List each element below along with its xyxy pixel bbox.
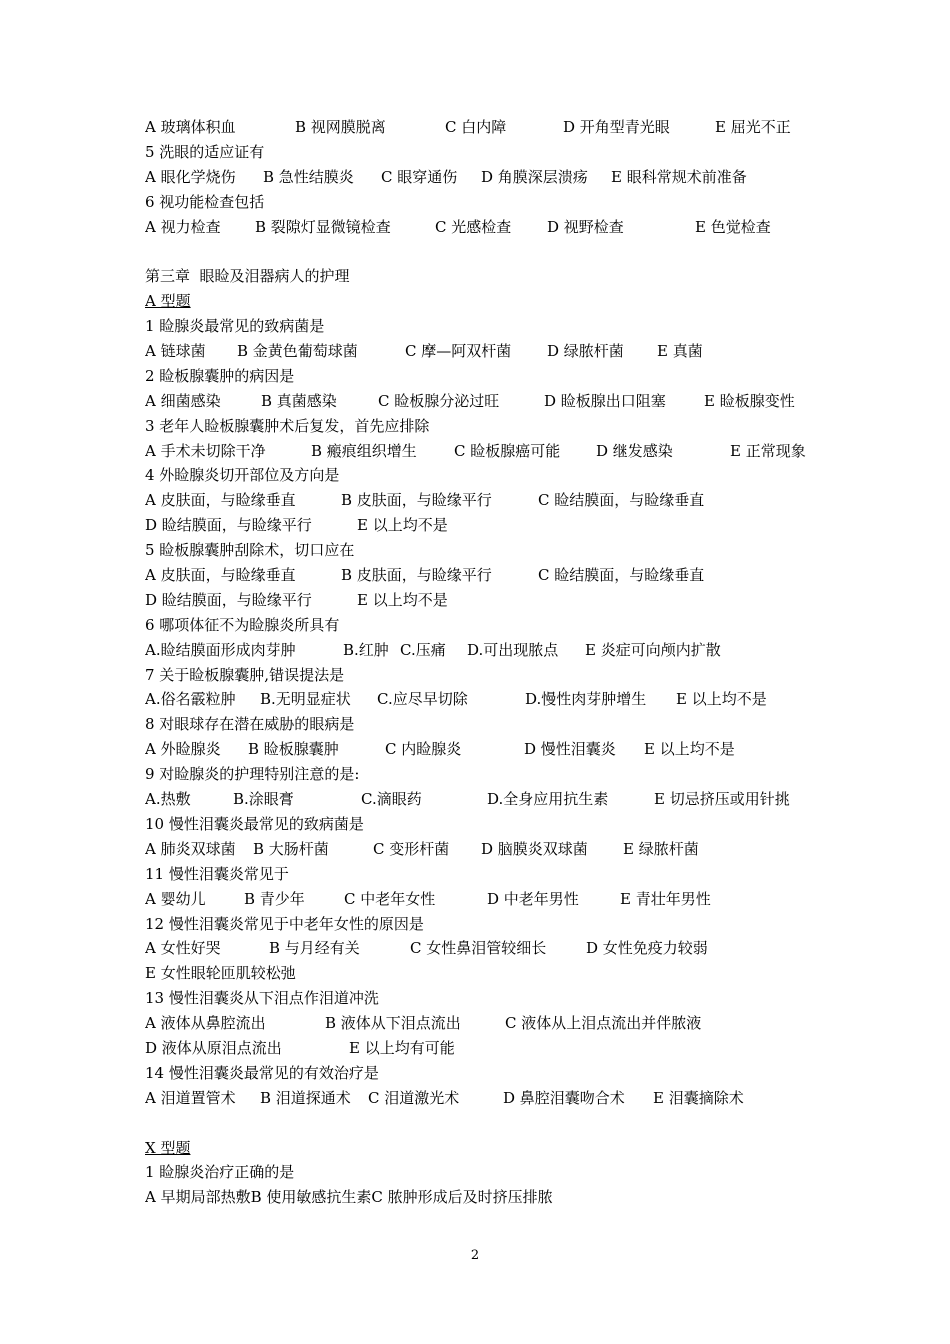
option-item: D.慢性肉芽肿增生	[525, 690, 647, 709]
option-item: E 青壮年男性	[620, 889, 711, 908]
option-item: A 肺炎双球菌	[145, 839, 236, 858]
option-item: E 炎症可向颅内扩散	[585, 640, 721, 659]
option-item: B 裂隙灯显微镜检查	[255, 217, 391, 236]
option-item: A 玻璃体积血	[145, 118, 236, 136]
option-item: D 睑板腺出口阻塞	[544, 391, 666, 410]
question-line: 1 睑腺炎治疗正确的是	[145, 1163, 295, 1182]
option-item: E 眼科常规术前准备	[611, 167, 747, 186]
option-item: B 青少年	[244, 889, 305, 908]
option-item: B 睑板腺囊肿	[248, 740, 339, 759]
option-item: D 鼻腔泪囊吻合术	[503, 1088, 625, 1107]
option-item: C 泪道激光术	[368, 1088, 460, 1107]
option-item: E 屈光不正	[715, 118, 791, 136]
question-line: 3 老年人睑板腺囊肿术后复发，首先应排除	[145, 416, 430, 435]
options-line	[145, 936, 845, 961]
option-item: C 液体从上泪点流出并伴脓液	[505, 1014, 702, 1033]
question-line: 10 慢性泪囊炎最常见的致病菌是	[145, 814, 364, 833]
option-item: B 大肠杆菌	[253, 839, 329, 858]
option-item: A.俗名霰粒肿	[145, 690, 236, 709]
option-item: D 中老年男性	[487, 889, 579, 908]
option-item: E 以上均不是	[676, 690, 767, 709]
option-item: A 外睑腺炎	[145, 740, 221, 759]
options-line	[145, 737, 845, 762]
option-item: A 手术未切除干净	[145, 441, 266, 460]
options-line	[145, 339, 845, 364]
option-item: D.全身应用抗生素	[487, 790, 609, 809]
option-item: A 液体从鼻腔流出	[145, 1014, 266, 1033]
option-item: C 眼穿通伤	[381, 167, 458, 186]
options-line	[145, 787, 845, 812]
option-item: B 金黄色葡萄球菌	[237, 342, 358, 361]
options-line	[145, 488, 845, 513]
option-item: B 液体从下泪点流出	[325, 1014, 461, 1033]
option-item: E 绿脓杆菌	[623, 839, 699, 858]
option-item: A 皮肤面，与睑缘垂直	[145, 566, 296, 585]
option-item: D 睑结膜面，与睑缘平行	[145, 590, 312, 609]
question-line: 14 慢性泪囊炎最常见的有效治疗是	[145, 1063, 379, 1082]
option-item: E 切忌挤压或用针挑	[654, 790, 790, 809]
option-item: A 细菌感染	[145, 391, 221, 410]
options-line	[145, 687, 845, 712]
option-item: E 以上均不是	[357, 516, 448, 535]
option-item: C 白内障	[445, 118, 507, 136]
options-line	[145, 215, 845, 240]
option-item: A 皮肤面，与睑缘垂直	[145, 491, 296, 510]
options-line	[145, 389, 845, 414]
option-item: E 真菌	[657, 342, 703, 361]
option-item: E 正常现象	[730, 441, 806, 460]
option-item: D 开角型青光眼	[563, 118, 670, 136]
question-line: 4 外睑腺炎切开部位及方向是	[145, 466, 340, 485]
option-item: C 变形杆菌	[373, 839, 450, 858]
option-item: A.热敷	[145, 790, 191, 809]
question-line: 2 睑板腺囊肿的病因是	[145, 366, 295, 385]
question-line: 5 睑板腺囊肿刮除术，切口应在	[145, 541, 355, 560]
question-line: 1 睑腺炎最常见的致病菌是	[145, 317, 325, 336]
options-line	[145, 887, 845, 912]
question-line: 6 哪项体征不为睑腺炎所具有	[145, 615, 340, 634]
option-item: D 角膜深层溃疡	[481, 167, 588, 186]
option-item: A 视力检查	[145, 217, 221, 236]
options-line	[145, 439, 845, 464]
page-content	[145, 115, 845, 1210]
option-item: C.滴眼药	[361, 790, 422, 809]
page-number: 2	[470, 1248, 480, 1263]
option-item: A 泪道置管术	[145, 1088, 236, 1107]
option-item: D 绿脓杆菌	[547, 342, 624, 361]
options-line	[145, 1036, 845, 1061]
option-item: B 皮肤面，与睑缘平行	[341, 566, 492, 585]
option-item: B 瘢痕组织增生	[311, 441, 417, 460]
question-line: 6 视功能检查包括	[145, 192, 265, 211]
option-item: C.压痛	[400, 640, 446, 659]
options-line	[145, 563, 845, 588]
option-item: C 脓肿形成后及时挤压排脓	[371, 1188, 553, 1207]
option-item: D.可出现脓点	[467, 640, 559, 659]
option-item: B 与月经有关	[269, 939, 360, 958]
options-line	[145, 165, 845, 190]
question-line: 5 洗眼的适应证有	[145, 142, 265, 161]
option-item: B.红肿	[343, 640, 389, 659]
option-item: E 泪囊摘除术	[653, 1088, 744, 1107]
option-item: A 链球菌	[145, 342, 206, 361]
section-heading: X 型题	[145, 1138, 191, 1157]
option-item: B.涂眼膏	[233, 790, 294, 809]
options-line	[145, 513, 845, 538]
option-item: D 慢性泪囊炎	[524, 740, 616, 759]
option-item: B 视网膜脱离	[295, 118, 386, 136]
section-heading: A 型题	[145, 292, 191, 311]
options-line	[145, 588, 845, 613]
question-line: E 女性眼轮匝肌较松弛	[145, 964, 296, 983]
option-item: D 继发感染	[596, 441, 673, 460]
option-item: C 摩—阿双杆菌	[405, 342, 512, 361]
option-item: D 液体从原泪点流出	[145, 1038, 282, 1057]
option-item: A 女性好哭	[145, 939, 221, 958]
option-item: C 睑板腺癌可能	[454, 441, 561, 460]
question-line: 8 对眼球存在潜在威胁的眼病是	[145, 715, 355, 734]
option-item: D 女性免疫力较弱	[586, 939, 708, 958]
option-item: B 皮肤面，与睑缘平行	[341, 491, 492, 510]
chapter-heading: 第三章 眼睑及泪器病人的护理	[145, 267, 350, 286]
question-line: 11 慢性泪囊炎常见于	[145, 864, 289, 883]
option-item: B.无明显症状	[260, 690, 351, 709]
option-item: B 真菌感染	[261, 391, 337, 410]
options-line	[145, 1011, 845, 1036]
option-item: C 女性鼻泪管较细长	[410, 939, 547, 958]
option-item: D 视野检查	[547, 217, 624, 236]
option-item: D 睑结膜面，与睑缘平行	[145, 516, 312, 535]
option-item: A.睑结膜面形成肉芽肿	[145, 640, 296, 659]
option-item: C 内睑腺炎	[385, 740, 462, 759]
option-item: C 睑结膜面，与睑缘垂直	[538, 491, 705, 510]
options-line	[145, 115, 845, 140]
option-item: C 中老年女性	[344, 889, 436, 908]
question-line: 9 对睑腺炎的护理特别注意的是:	[145, 765, 360, 784]
option-item: B 使用敏感抗生素	[250, 1188, 372, 1207]
option-item: E 以上均不是	[644, 740, 735, 759]
option-item: B 泪道探通术	[260, 1088, 351, 1107]
options-line	[145, 837, 845, 862]
option-item: E 以上均有可能	[349, 1038, 455, 1057]
option-item: E 以上均不是	[357, 590, 448, 609]
options-line	[145, 638, 845, 663]
option-item: A 婴幼儿	[145, 889, 206, 908]
option-item: C.应尽早切除	[377, 690, 468, 709]
option-item: A 早期局部热敷	[145, 1188, 251, 1207]
option-item: C 睑结膜面，与睑缘垂直	[538, 566, 705, 585]
option-item: C 光感检查	[435, 217, 512, 236]
question-line: 7 关于睑板腺囊肿,错误提法是	[145, 665, 345, 684]
question-line: 13 慢性泪囊炎从下泪点作泪道冲洗	[145, 989, 379, 1008]
option-item: B 急性结膜炎	[263, 167, 354, 186]
options-line	[145, 1086, 845, 1111]
option-item: C 睑板腺分泌过旺	[378, 391, 500, 410]
options-line	[145, 1185, 845, 1210]
question-line: 12 慢性泪囊炎常见于中老年女性的原因是	[145, 914, 424, 933]
option-item: E 睑板腺变性	[704, 391, 795, 410]
option-item: A 眼化学烧伤	[145, 167, 236, 186]
option-item: E 色觉检查	[695, 217, 771, 236]
option-item: D 脑膜炎双球菌	[481, 839, 588, 858]
